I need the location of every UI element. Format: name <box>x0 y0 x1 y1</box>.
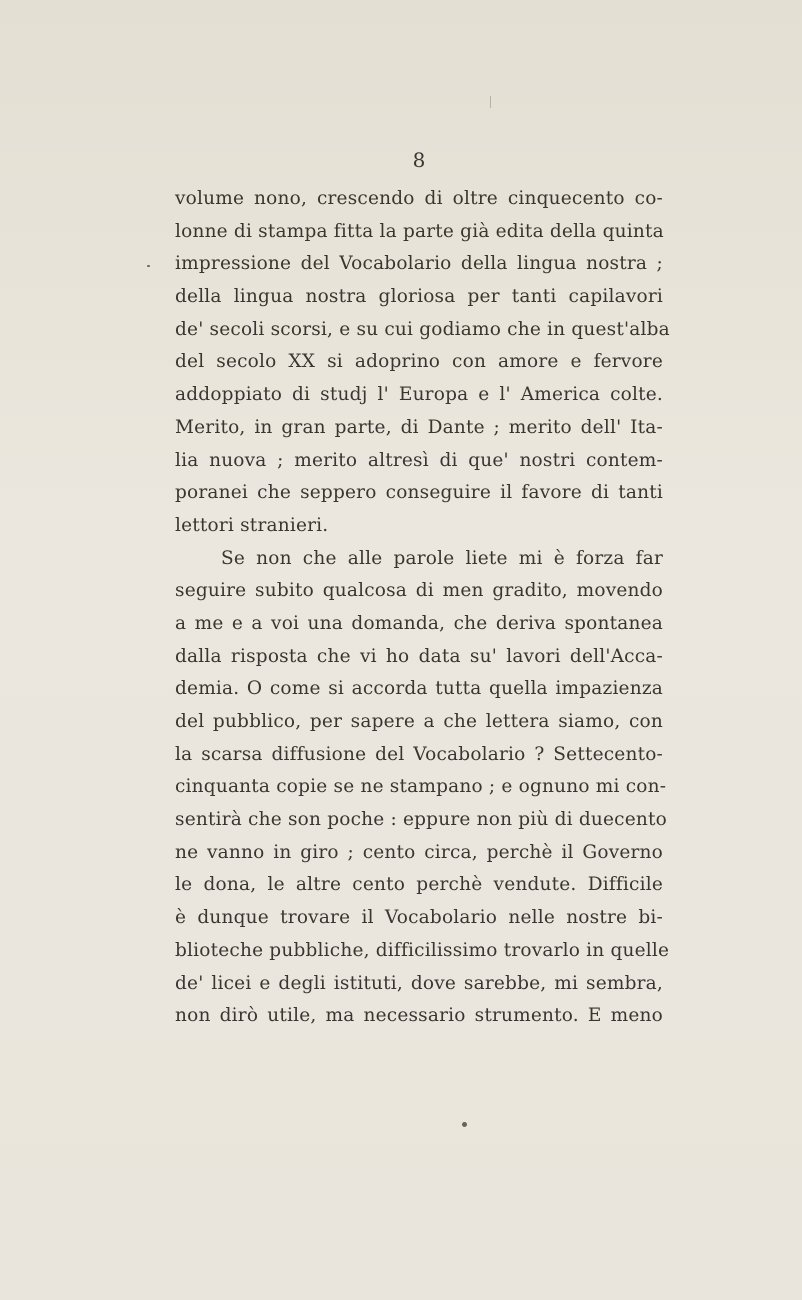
text-line: della lingua nostra gloriosa per tanti capilavori <box>175 286 663 308</box>
text-line: del secolo XX si adoprino con amore e fervore <box>175 351 663 373</box>
paper-mark <box>462 1122 467 1127</box>
text-line: seguire subito qualcosa di men gradito, movendo <box>175 580 663 602</box>
body-text <box>175 183 670 1033</box>
text-line: blioteche pubbliche, difficilissimo trovarlo in quelle <box>175 939 670 961</box>
text-line: lettori stranieri. <box>175 514 329 536</box>
text-line: poranei che seppero conseguire il favore di tanti <box>175 482 663 504</box>
text-line: de' secoli scorsi, e su cui godiamo che in quest'alba <box>175 318 670 340</box>
text-line: le dona, le altre cento perchè vendute. Difficile <box>175 874 663 896</box>
text-line: Se non che alle parole liete mi è forza far <box>221 547 663 569</box>
text-line: lonne di stampa fitta la parte già edita della quinta <box>175 220 664 242</box>
text-line: impressione del Vocabolario della lingua nostra ; <box>175 253 663 275</box>
text-line: cinquanta copie se ne stampano ; e ognuno mi con- <box>175 776 667 798</box>
text-line: non dirò utile, ma necessario strumento. E meno <box>175 1005 663 1027</box>
text-line: dalla risposta che vi ho data su' lavori dell'Acca- <box>175 645 663 667</box>
page-number: 8 <box>412 148 426 172</box>
text-line: addoppiato di studj l' Europa e l' America colte. <box>175 384 663 406</box>
paper-mark <box>147 265 150 267</box>
text-line: sentirà che son poche : eppure non più di duecento <box>175 809 667 831</box>
text-line: del pubblico, per sapere a che lettera siamo, con <box>175 711 663 732</box>
text-line: volume nono, crescendo di oltre cinquecento co- <box>175 188 663 209</box>
paper-mark <box>490 96 491 108</box>
text-line: de' licei e degli istituti, dove sarebbe, mi sembra, <box>175 972 663 994</box>
text-line: ne vanno in giro ; cento circa, perchè il Governo <box>175 841 663 863</box>
text-line: la scarsa diffusione del Vocabolario ? Settecento- <box>175 743 663 765</box>
text-line: lia nuova ; merito altresì di que' nostri contem- <box>175 449 663 471</box>
text-line: è dunque trovare il Vocabolario nelle nostre bi- <box>175 907 663 929</box>
text-line: Merito, in gran parte, di Dante ; merito dell' Ita- <box>175 416 663 438</box>
text-line: demia. O come si accorda tutta quella impazienza <box>175 678 663 700</box>
text-line: a me e a voi una domanda, che deriva spontanea <box>175 612 663 634</box>
